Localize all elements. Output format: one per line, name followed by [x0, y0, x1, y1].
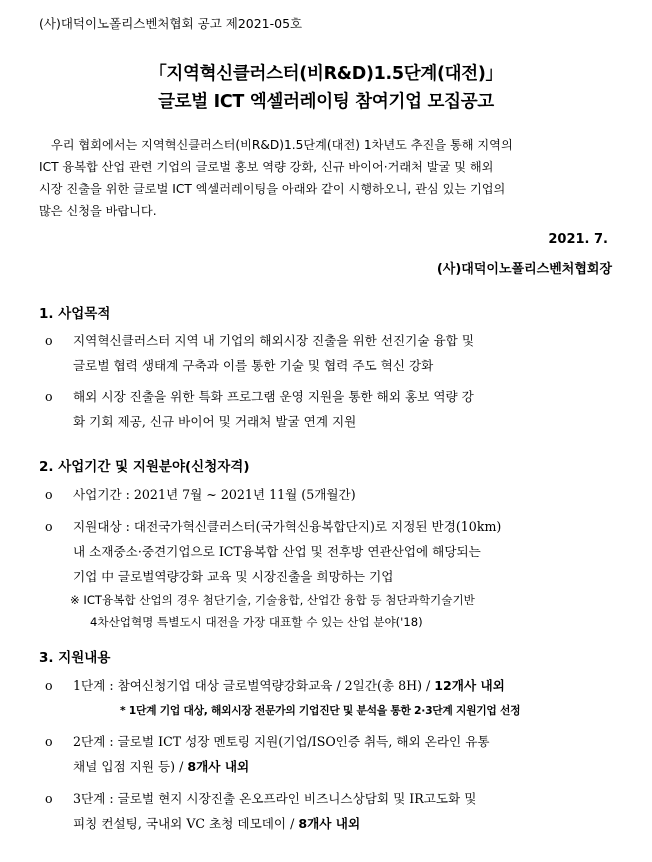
intro-line: ICT 융복합 산업 관련 기업의 글로벌 홍보 역량 강화, 신규 바이어·거래처 발굴 및 해외: [39, 160, 494, 174]
list-item-text: 글로벌 협력 생태계 구축과 이를 통한 기술 및 협력 주도 혁신 강화: [73, 358, 434, 373]
list-item-text: [73, 673, 615, 698]
bullet-circle-icon: o: [45, 333, 53, 348]
footnote: [70, 589, 615, 633]
stage-text: 1단계 : 참여신청기업 대상 글로벌역량강화교육 / 2일간(총 8H) /: [73, 678, 435, 693]
list-item-text: [73, 754, 615, 779]
list-item: [45, 482, 615, 507]
intro-line: 시장 진출을 위한 글로벌 ICT 엑셀러레이팅을 아래와 같이 시행하오니, 관심 있는 기업의: [39, 182, 506, 196]
list-item-text: 화 기회 제공, 신규 바이어 및 거래처 발굴 연계 지원: [73, 414, 357, 429]
issuing-organization: (사)대덕이노폴리스벤처협회장: [436, 262, 612, 277]
stage-quota: 8개사 내외: [187, 759, 250, 774]
bullet-circle-icon: o: [45, 734, 53, 749]
stage-quota: 8개사 내외: [298, 816, 361, 831]
stage-subnote: * 1단계 기업 대상, 해외시장 전문가의 기업진단 및 분석을 통한 2·3단계 지원기업 선정: [120, 704, 521, 717]
section-heading-purpose: 1. 사업목적: [39, 306, 111, 322]
intro-paragraph: [39, 134, 611, 222]
bullet-circle-icon: o: [45, 487, 53, 502]
list-item: [45, 673, 615, 698]
announcement-date: 2021. 7.: [548, 232, 608, 247]
document-title-line2: 글로벌 ICT 엑셀러레이팅 참여기업 모집공고: [158, 92, 494, 112]
document-title-line1: 「지역혁신클러스터(비R&D)1.5단계(대전)」: [149, 64, 503, 84]
bullet-circle-icon: o: [45, 678, 53, 693]
footnote-line: ※ ICT융복합 산업의 경우 첨단기술, 기술융합, 산업간 융합 등 첨단과학기술기반: [70, 593, 475, 607]
stage-text: 피칭 컨설팅, 국내외 VC 초청 데모데이 /: [73, 816, 299, 831]
list-item-text: [73, 811, 615, 836]
stage-text: 채널 입점 지원 등) /: [73, 759, 188, 774]
list-item-text: 지원대상 : 대전국가혁신클러스터(국가혁신융복합단지)로 지정된 반경(10km): [73, 519, 502, 534]
list-item-text: 내 소재중소·중견기업으로 ICT융복합 산업 및 전후방 연관산업에 해당되는: [73, 544, 481, 559]
section-heading-period: 2. 사업기간 및 지원분야(신청자격): [39, 459, 250, 475]
list-item-text: 2단계 : 글로벌 ICT 성장 멘토링 지원(기업/ISO인증 취득, 해외 온라인 유통: [73, 734, 490, 749]
footnote-line: 4차산업혁명 특별도시 대전을 가장 대표할 수 있는 산업 분야('18): [90, 615, 423, 629]
list-item: [45, 786, 615, 836]
notice-number: (사)대덕이노폴리스벤처협회 공고 제2021-05호: [39, 16, 303, 31]
list-item: [45, 328, 615, 378]
list-item-text: 기업 中 글로벌역량강화 교육 및 시장진출을 희망하는 기업: [73, 569, 394, 584]
list-item: [45, 514, 615, 589]
section-heading-support: 3. 지원내용: [39, 650, 111, 666]
bullet-circle-icon: o: [45, 389, 53, 404]
list-item-text: 해외 시장 진출을 위한 특화 프로그램 운영 지원을 통한 해외 홍보 역량 강: [73, 389, 474, 404]
list-item-text: 3단계 : 글로벌 현지 시장진출 온오프라인 비즈니스상담회 및 IR고도화 및: [73, 791, 477, 806]
list-item: [45, 729, 615, 779]
list-item: [45, 384, 615, 434]
intro-line: 많은 신청을 바랍니다.: [39, 204, 157, 218]
stage-quota: 12개사 내외: [434, 678, 505, 693]
intro-line: 우리 협회에서는 지역혁신클러스터(비R&D)1.5단계(대전) 1차년도 추진을 통해 지역의: [51, 138, 513, 152]
bullet-circle-icon: o: [45, 791, 53, 806]
list-item-text: 지역혁신클러스터 지역 내 기업의 해외시장 진출을 위한 선진기술 융합 및: [73, 333, 474, 348]
bullet-circle-icon: o: [45, 519, 53, 534]
list-item-text: 사업기간 : 2021년 7월 ~ 2021년 11월 (5개월간): [73, 487, 356, 502]
